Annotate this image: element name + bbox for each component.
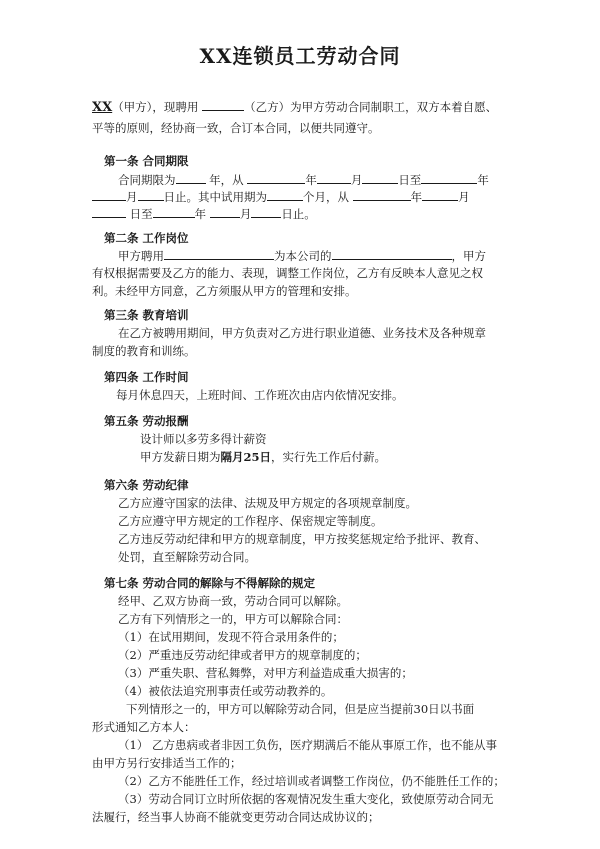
section-3-heading: 第三条 教育培训 [104,308,189,322]
section-2-heading: 第二条 工作岗位 [104,231,189,245]
position-blank [332,247,452,260]
section-2-line-1: 甲方聘用 为本公司的 ，甲方 [118,249,486,263]
section-7-heading: 第七条 劳动合同的解除与不得解除的规定 [104,576,316,590]
section-4-line-1: 每月休息四天，上班时间、工作班次由店内依情况安排。 [116,388,404,402]
term-years-blank [176,171,206,184]
section-7-line-1: 经甲、乙双方协商一致，劳动合同可以解除。 [118,594,348,608]
section-7-line-12: （3）劳动合同订立时所依据的客观情况发生重大变化，致使原劳动合同无 [118,792,494,806]
section-7-line-9: （1） 乙方患病或者非因工负伤，医疗期满后不能从事原工作，也不能从事 [118,738,497,752]
section-2-line-3: 利。未经甲方同意，乙方须服从甲方的管理和安排。 [92,284,357,298]
probation-months-blank [267,188,303,201]
document-title: XX连锁员工劳动合同 [199,44,401,68]
party-a-name: XX [92,100,113,115]
section-5-heading: 第五条 劳动报酬 [104,414,189,428]
section-6-line-2: 乙方应遵守甲方规定的工作程序、保密规定等制度。 [118,514,383,528]
section-1-line-2: 月 日止。其中试用期为 个月，从 年 月 [92,188,470,205]
section-5-line-2: 甲方发薪日期为隔月25日，实行先工作后付薪。 [140,450,387,464]
section-3-line-2: 制度的教育和训练。 [92,344,196,358]
section-7-line-3: （1）在试用期间，发现不符合录用条件的； [118,630,344,644]
intro-line-2: 平等的原则，经协商一致，合订本合同，以便共同遵守。 [92,121,380,135]
section-6-line-4: 处罚，直至解除劳动合同。 [118,550,256,564]
section-7-line-8: 形式通知乙方本人： [92,720,196,734]
section-6-line-3: 乙方违反劳动纪律和甲方的规章制度，甲方按奖惩规定给予批评、教育、 [118,532,486,546]
section-1-heading: 第一条 合同期限 [104,154,189,168]
section-1-line-3: 日至 年 月 日止。 [92,205,316,222]
section-7-line-10: 由甲方另行安排适当工作的； [92,756,242,770]
section-7-line-4: （2）严重违反劳动纪律或者甲方的规章制度的； [118,648,367,662]
section-4-heading: 第四条 工作时间 [104,370,189,384]
section-7-line-13: 法履行，经当事人协商不能就变更劳动合同达成协议的； [92,810,380,824]
section-7-line-6: （4）被依法追究刑事责任或劳动教养的。 [118,684,333,698]
section-7-line-2: 乙方有下列情形之一的，甲方可以解除合同： [118,612,348,626]
section-1-line-1: 合同期限为 年，从 年 月 日至 年 [118,173,489,187]
section-7-line-11: （2）乙方不能胜任工作，经过培训或者调整工作岗位，仍不能胜任工作的； [118,774,505,788]
employee-name-blank [164,247,274,260]
section-5-line-1: 设计师以多劳多得计薪资 [140,432,267,446]
section-6-heading: 第六条 劳动纪律 [104,478,189,492]
payday: 隔月25日 [220,450,272,464]
section-6-line-1: 乙方应遵守国家的法律、法规及甲方规定的各项规章制度。 [118,496,417,510]
section-7-line-7: 下列情形之一的，甲方可以解除劳动合同，但是应当提前30日以书面 [126,702,475,716]
section-3-line-1: 在乙方被聘用期间，甲方负责对乙方进行职业道德、业务技术及各种规章 [118,326,486,340]
party-b-blank [202,98,244,111]
intro-line-1: XX（甲方），现聘用 （乙方）为甲方劳动合同制职工，双方本着自愿、 [92,100,498,115]
section-7-line-5: （3）严重失职、营私舞弊，对甲方利益造成重大损害的； [118,666,413,680]
section-2-line-2: 有权根据需要及乙方的能力、表现，调整工作岗位，乙方有反映本人意见之权 [92,266,483,280]
